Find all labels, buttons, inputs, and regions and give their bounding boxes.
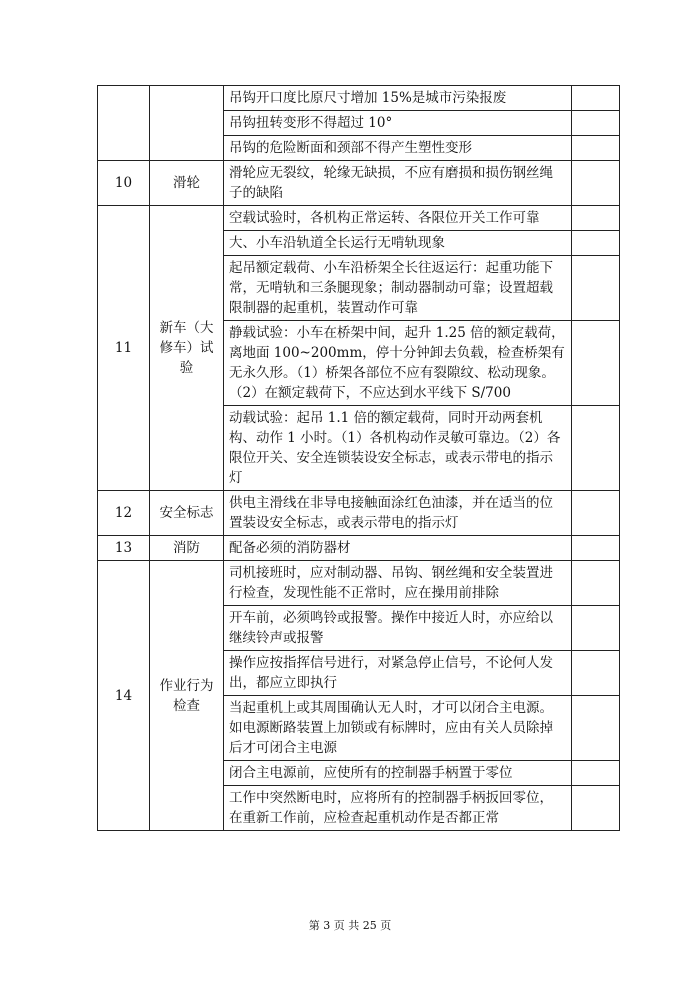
table-row (98, 561, 620, 606)
inspection-item: 消防 (150, 536, 224, 561)
item-number: 11 (98, 206, 150, 491)
result-cell (572, 406, 620, 491)
item-number (98, 86, 150, 161)
result-cell (572, 761, 620, 786)
result-cell (572, 206, 620, 231)
result-cell (572, 561, 620, 606)
table-row (98, 161, 620, 206)
inspection-item: 滑轮 (150, 161, 224, 206)
requirement-text: 吊钩的危险断面和颈部不得产生塑性变形 (224, 136, 572, 161)
requirement-text: 吊钩开口度比原尺寸增加 15%是城市污染报废 (224, 86, 572, 111)
requirement-text: 起吊额定载荷、小车沿桥架全长往返运行：起重功能下常，无啃轨和三条腿现象；制动器制动可靠；设置超载限制器的起重机，装置动作可靠 (224, 256, 572, 321)
item-number: 13 (98, 536, 150, 561)
inspection-table (97, 85, 620, 831)
requirement-text: 开车前，必须鸣铃或报警。操作中接近人时，亦应给以继续铃声或报警 (224, 606, 572, 651)
item-number: 10 (98, 161, 150, 206)
inspection-item: 新车（大修车）试验 (150, 206, 224, 491)
result-cell (572, 651, 620, 696)
inspection-item: 作业行为检查 (150, 561, 224, 831)
page-footer: 第 3 页 共 25 页 (308, 919, 392, 932)
table-row (98, 536, 620, 561)
result-cell (572, 231, 620, 256)
requirement-text: 供电主滑线在非导电接触面涂红色油漆，并在适当的位置装设安全标志，或表示带电的指示灯 (224, 491, 572, 536)
result-cell (572, 321, 620, 406)
result-cell (572, 606, 620, 651)
requirement-text: 吊钩扭转变形不得超过 10° (224, 111, 572, 136)
requirement-text: 滑轮应无裂纹，轮缘无缺损，不应有磨损和损伤钢丝绳子的缺陷 (224, 161, 572, 206)
result-cell (572, 256, 620, 321)
result-cell (572, 86, 620, 111)
table-row (98, 86, 620, 111)
table-row (98, 206, 620, 231)
result-cell (572, 786, 620, 831)
requirement-text: 空载试验时，各机构正常运转、各限位开关工作可靠 (224, 206, 572, 231)
result-cell (572, 536, 620, 561)
result-cell (572, 136, 620, 161)
inspection-item: 安全标志 (150, 491, 224, 536)
result-cell (572, 161, 620, 206)
requirement-text: 动载试验：起吊 1.1 倍的额定载荷，同时开动两套机构、动作 1 小时。（1）各机构动作灵敏可靠边。（2）各限位开关、安全连锁装设安全标志，或表示带电的指示灯 (224, 406, 572, 491)
result-cell (572, 696, 620, 761)
requirement-text: 大、小车沿轨道全长运行无啃轨现象 (224, 231, 572, 256)
requirement-text: 司机接班时，应对制动器、吊钩、钢丝绳和安全装置进行检查，发现性能不正常时，应在操用前排除 (224, 561, 572, 606)
requirement-text: 当起重机上或其周围确认无人时，才可以闭合主电源。如电源断路装置上加锁或有标牌时，应由有关人员除掉后才可闭合主电源 (224, 696, 572, 761)
result-cell (572, 491, 620, 536)
requirement-text: 配备必须的消防器材 (224, 536, 572, 561)
item-number: 12 (98, 491, 150, 536)
inspection-item (150, 86, 224, 161)
result-cell (572, 111, 620, 136)
table-row (98, 491, 620, 536)
requirement-text: 操作应按指挥信号进行，对紧急停止信号，不论何人发出，都应立即执行 (224, 651, 572, 696)
item-number: 14 (98, 561, 150, 831)
requirement-text: 工作中突然断电时，应将所有的控制器手柄扳回零位，在重新工作前，应检查起重机动作是否都正常 (224, 786, 572, 831)
requirement-text: 静载试验：小车在桥架中间，起升 1.25 倍的额定载荷，离地面 100~200mm，停十分钟卸去负载，检查桥架有无永久形。（1）桥架各部位不应有裂隙纹、松动现象。（2）在额定载荷下，不应达到水平线下 S/700 (224, 321, 572, 406)
requirement-text: 闭合主电源前，应使所有的控制器手柄置于零位 (224, 761, 572, 786)
